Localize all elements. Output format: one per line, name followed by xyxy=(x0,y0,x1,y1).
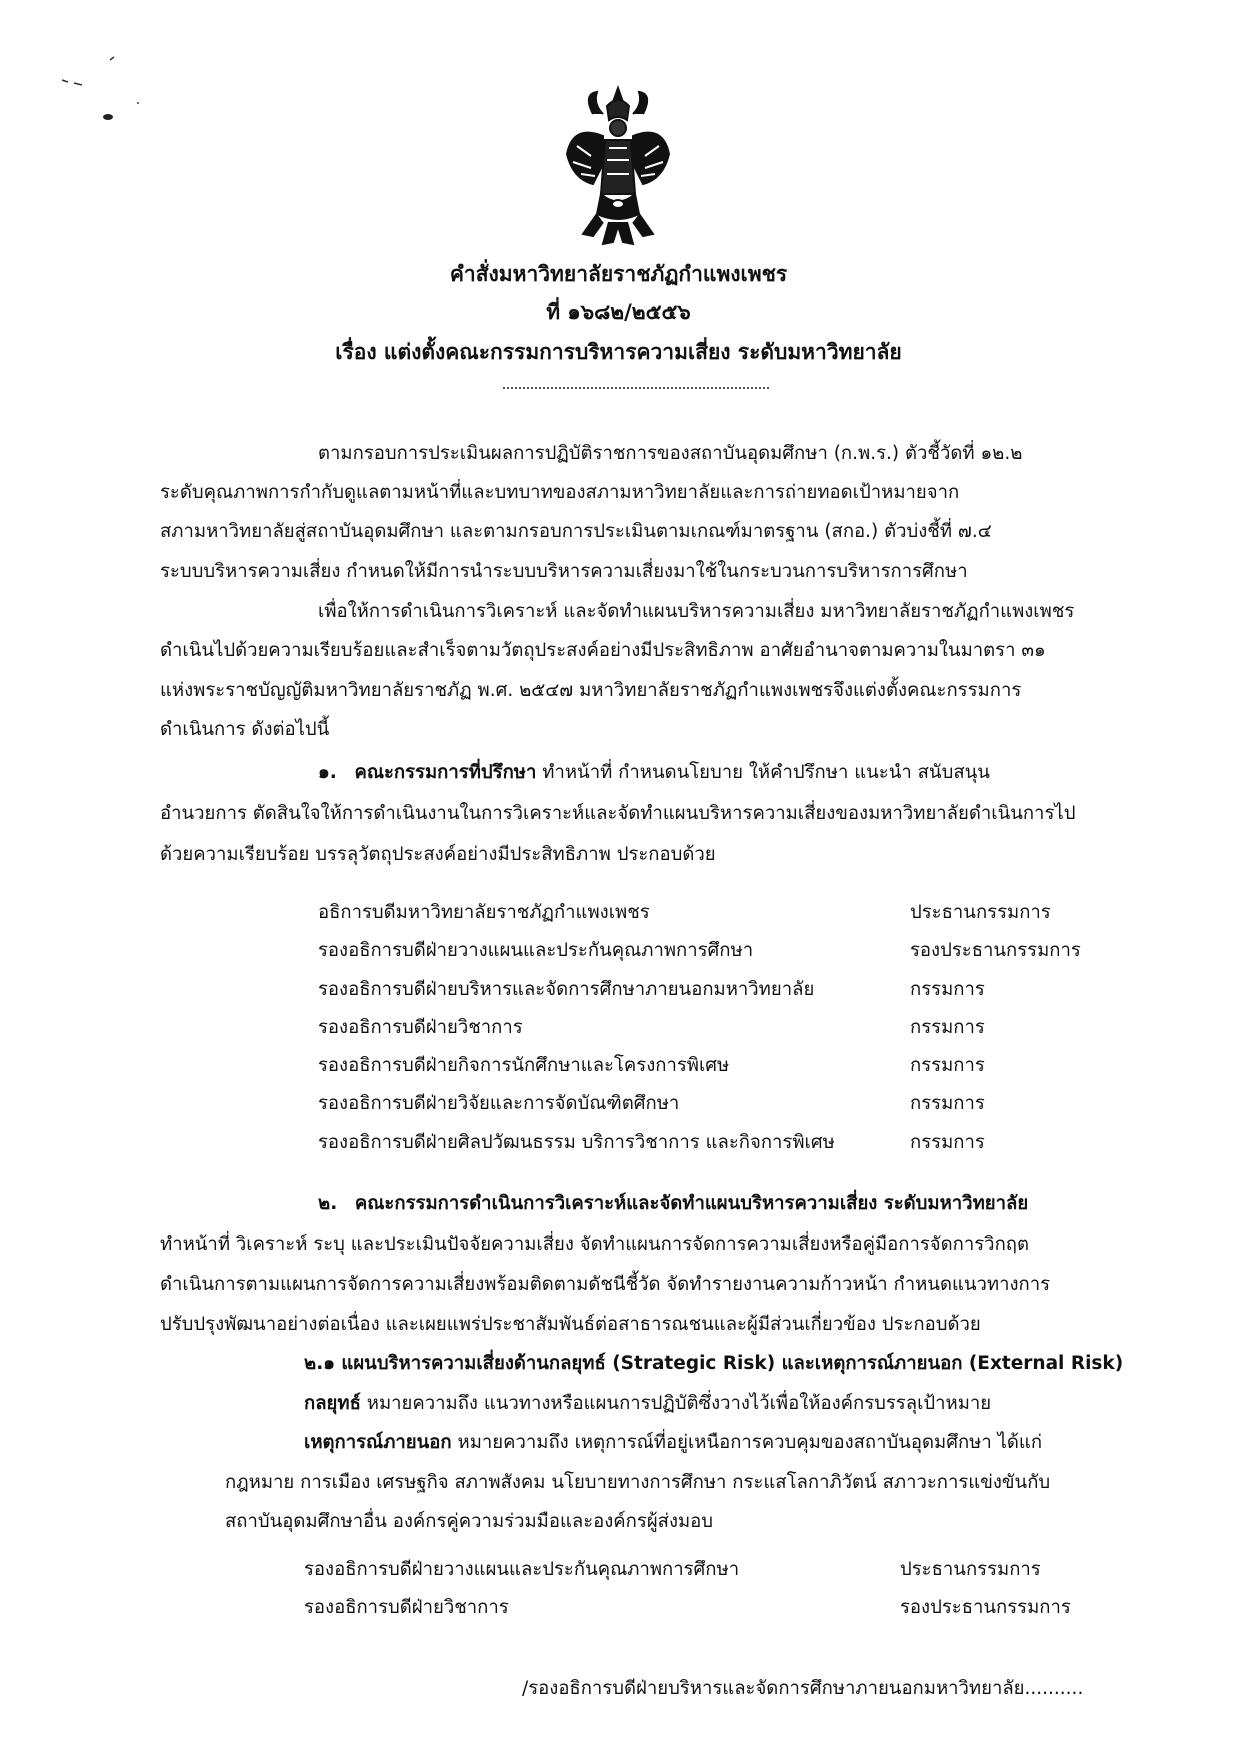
external-line: กฎหมาย การเมือง เศรษฐกิจ สภาพสังคม นโยบายทางการศึกษา กระแสโลกาภิวัตน์ สภาวะการแข่งขันกับ xyxy=(225,1472,1051,1493)
member-role: กรรมการ xyxy=(910,1055,985,1076)
member-name: รองอธิการบดีฝ่ายวางแผนและประกันคุณภาพการศึกษา xyxy=(318,940,754,961)
section-2-title: คณะกรรมการดำเนินการวิเคราะห์และจัดทำแผนบริหารความเสี่ยง ระดับมหาวิทยาลัย xyxy=(354,1193,1029,1214)
section-1-duty: ทำหน้าที่ กำหนดนโยบาย ให้คำปรึกษา แนะนำ สนับสนุน xyxy=(542,762,990,783)
section-2-heading xyxy=(318,1195,1028,1214)
member-role: รองประธานกรรมการ xyxy=(910,940,1081,961)
member-name: รองอธิการบดีฝ่ายวิชาการ xyxy=(318,1017,523,1038)
strategy-term: กลยุทธ์ xyxy=(304,1393,361,1414)
order-number: ที่ ๑๖๘๒/๒๕๕๖ xyxy=(546,300,691,324)
member-role: รองประธานกรรมการ xyxy=(900,1597,1071,1618)
member-name: รองอธิการบดีฝ่ายศิลปวัฒนธรรม บริการวิชาการ และกิจการพิเศษ xyxy=(318,1132,835,1153)
section-1-number: ๑. xyxy=(318,762,337,783)
strategy-definition xyxy=(304,1395,991,1414)
member-role: กรรมการ xyxy=(910,1132,985,1153)
member-name: รองอธิการบดีฝ่ายวางแผนและประกันคุณภาพการศึกษา xyxy=(304,1559,740,1580)
subsection-2-1-title: ๒.๑ แผนบริหารความเสี่ยงด้านกลยุทธ์ (Strategic Risk) และเหตุการณ์ภายนอก (External Risk) xyxy=(304,1353,1124,1374)
section-1-line: อำนวยการ ตัดสินใจให้การดำเนินงานในการวิเคราะห์และจัดทำแผนบริหารความเสี่ยงของมหาวิทยาลัยดำเนินการไป xyxy=(160,803,1076,824)
garuda-emblem-icon xyxy=(563,84,673,249)
preamble-line: ดำเนินการ ดังต่อไปนี้ xyxy=(160,719,330,740)
preamble-line: ระบบบริหารความเสี่ยง กำหนดให้มีการนำระบบบริหารความเสี่ยงมาใช้ในกระบวนการบริหารการศึกษา xyxy=(160,561,968,582)
preamble-line: แห่งพระราชบัญญัติมหาวิทยาลัยราชภัฏ พ.ศ. ๒๕๔๗ มหาวิทยาลัยราชภัฏกำแพงเพชรจึงแต่งตั้งคณะกรรมการ xyxy=(160,680,1022,701)
external-term: เหตุการณ์ภายนอก xyxy=(304,1432,452,1453)
preamble-line: ตามกรอบการประเมินผลการปฏิบัติราชการของสถาบันอุดมศึกษา (ก.พ.ร.) ตัวชี้วัดที่ ๑๒.๒ xyxy=(318,443,1023,464)
section-2-line: ปรับปรุงพัฒนาอย่างต่อเนื่อง และเผยแพร่ประชาสัมพันธ์ต่อสาธารณชนและผู้มีส่วนเกี่ยวข้อง ประกอบด้วย xyxy=(160,1314,981,1335)
member-role: กรรมการ xyxy=(910,1017,985,1038)
member-name: รองอธิการบดีฝ่ายกิจการนักศึกษาและโครงการพิเศษ xyxy=(318,1055,730,1076)
member-role: กรรมการ xyxy=(910,979,985,1000)
continuation-note: /รองอธิการบดีฝ่ายบริหารและจัดการศึกษาภายนอกมหาวิทยาลัย.......... xyxy=(522,1678,1084,1699)
preamble-line: สภามหาวิทยาลัยสู่สถาบันอุดมศึกษา และตามกรอบการประเมินตามเกณฑ์มาตรฐาน (สกอ.) ตัวบ่งชี้ที่ ๗.๔ xyxy=(160,521,992,542)
member-name: รองอธิการบดีฝ่ายวิจัยและการจัดบัณฑิตศึกษา xyxy=(318,1093,680,1114)
preamble-line: ระดับคุณภาพการกำกับดูแลตามหน้าที่และบทบาทของสภามหาวิทยาลัยและการถ่ายทอดเป้าหมายจาก xyxy=(160,482,960,503)
order-title: คำสั่งมหาวิทยาลัยราชภัฏกำแพงเพชร xyxy=(449,262,788,286)
section-1-title: คณะกรรมการที่ปรึกษา xyxy=(354,762,537,783)
member-name: อธิการบดีมหาวิทยาลัยราชภัฏกำแพงเพชร xyxy=(318,902,650,923)
member-name: รองอธิการบดีฝ่ายบริหารและจัดการศึกษาภายนอกมหาวิทยาลัย xyxy=(318,979,815,1000)
member-name: รองอธิการบดีฝ่ายวิชาการ xyxy=(304,1597,509,1618)
separator-dotted-line xyxy=(503,387,769,389)
section-1-line: ด้วยความเรียบร้อย บรรลุวัตถุประสงค์อย่างมีประสิทธิภาพ ประกอบด้วย xyxy=(160,844,716,865)
external-line: สถาบันอุดมศึกษาอื่น องค์กรคู่ความร่วมมือและองค์กรผู้ส่งมอบ xyxy=(225,1511,714,1532)
strategy-def: หมายความถึง แนวทางหรือแผนการปฏิบัติซึ่งวางไว้เพื่อให้องค์กรบรรลุเป้าหมาย xyxy=(366,1393,992,1414)
preamble-line: เพื่อให้การดำเนินการวิเคราะห์ และจัดทำแผนบริหารความเสี่ยง มหาวิทยาลัยราชภัฏกำแพงเพชร xyxy=(318,601,1075,622)
section-2-line: ดำเนินการตามแผนการจัดการความเสี่ยงพร้อมติดตามดัชนีชี้วัด จัดทำรายงานความก้าวหน้า กำหนดแนวทางการ xyxy=(160,1274,1051,1295)
member-role: กรรมการ xyxy=(910,1093,985,1114)
order-subject: เรื่อง แต่งตั้งคณะกรรมการบริหารความเสี่ยง ระดับมหาวิทยาลัย xyxy=(335,340,902,364)
section-2-number: ๒. xyxy=(318,1193,338,1214)
preamble-line: ดำเนินไปด้วยความเรียบร้อยและสำเร็จตามวัตถุประสงค์อย่างมีประสิทธิภาพ อาศัยอำนาจตามความในมาตรา ๓๑ xyxy=(160,640,1046,661)
member-role: ประธานกรรมการ xyxy=(910,902,1051,923)
scan-specks xyxy=(60,55,160,135)
member-role: ประธานกรรมการ xyxy=(900,1559,1041,1580)
external-definition xyxy=(304,1434,1042,1453)
external-def: หมายความถึง เหตุการณ์ที่อยู่เหนือการควบคุมของสถาบันอุดมศึกษา ได้แก่ xyxy=(457,1432,1043,1453)
section-2-line: ทำหน้าที่ วิเคราะห์ ระบุ และประเมินปัจจัยความเสี่ยง จัดทำแผนการจัดการความเสี่ยงหรือคู่มือการจัดการวิกฤต xyxy=(160,1234,1029,1255)
section-1-heading xyxy=(318,764,990,783)
